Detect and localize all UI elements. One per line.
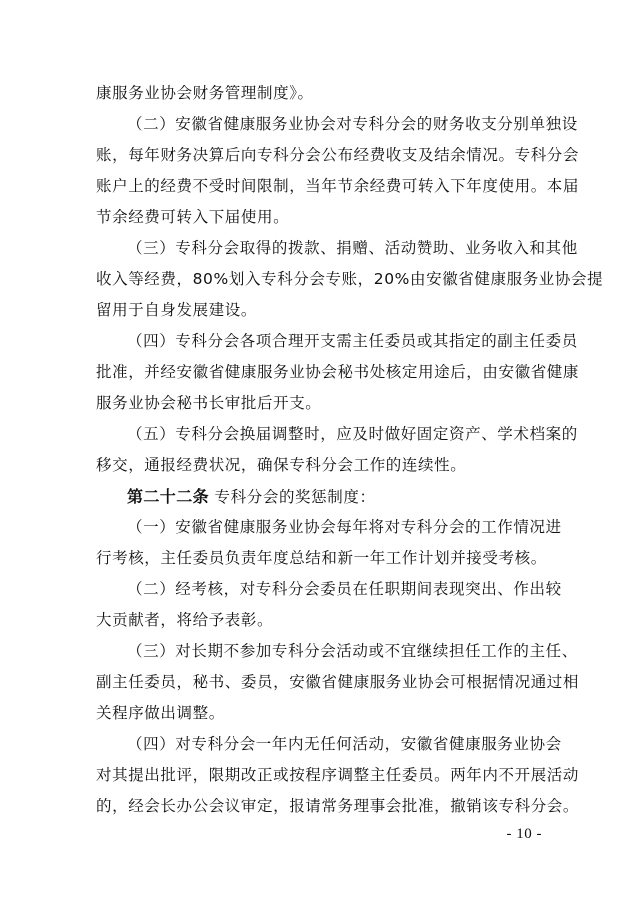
paragraph-group-finance [96,78,604,481]
article-heading: 第二十二条 [127,487,210,506]
text-line: 对其提出批评，限期改正或按程序调整主任委员。两年内不开展活动 [96,766,580,784]
document-body [96,78,604,822]
text-line: 批准，并经安徽省健康服务业协会秘书处核定用途后，由安徽省健康 [96,363,580,381]
text-line: 留用于自身发展建设。 [96,301,258,319]
text-line: 收入等经费，80%划入专科分会专账，20%由安徽省健康服务业协会提 [96,270,604,288]
article-title-text: 专科分会的奖惩制度： [214,488,376,506]
paragraph-group-rewards [96,512,580,822]
text-line: 服务业协会秘书长审批后开支。 [96,394,322,412]
text-line: 移交，通报经费状况，确保专科分会工作的连续性。 [96,456,467,474]
text-line: （四）对专科分会一年内无任何活动，安徽省健康服务业协会 [127,735,562,753]
text-line: 大贡献者，将给予表彰。 [96,611,274,629]
text-line: （五）专科分会换届调整时，应及时做好固定资产、学术档案的 [127,425,578,443]
article-22-line [96,481,546,512]
text-line: 账户上的经费不受时间限制，当年节余经费可转入下年度使用。本届 [96,177,580,195]
text-line: （三）对长期不参加专科分会活动或不宜继续担任工作的主任、 [127,642,578,660]
text-line: 账，每年财务决算后向专科分会公布经费收支及结余情况。专科分会 [96,146,580,164]
text-line: （二）安徽省健康服务业协会对专科分会的财务收支分别单独设 [127,115,578,133]
text-line: （二）经考核，对专科分会委员在任职期间表现突出、作出较 [127,580,562,598]
text-line: （三）专科分会取得的拨款、捐赠、活动赞助、业务收入和其他 [127,239,578,257]
text-line: 节余经费可转入下届使用。 [96,208,290,226]
text-line: 关程序做出调整。 [96,704,225,722]
text-line: （四）专科分会各项合理开支需主任委员或其指定的副主任委员 [127,332,578,350]
text-line: 的，经会长办公会议审定，报请常务理事会批准，撤销该专科分会。 [96,797,580,815]
text-line: （一）安徽省健康服务业协会每年将对专科分会的工作情况进 [127,518,562,536]
page-number: - 10 - [506,826,542,842]
text-line: 副主任委员，秘书、委员，安徽省健康服务业协会可根据情况通过相 [96,673,580,691]
text-line: 康服务业协会财务管理制度》。 [96,84,314,102]
text-line: 行考核，主任委员负责年度总结和新一年工作计划并接受考核。 [96,549,547,567]
